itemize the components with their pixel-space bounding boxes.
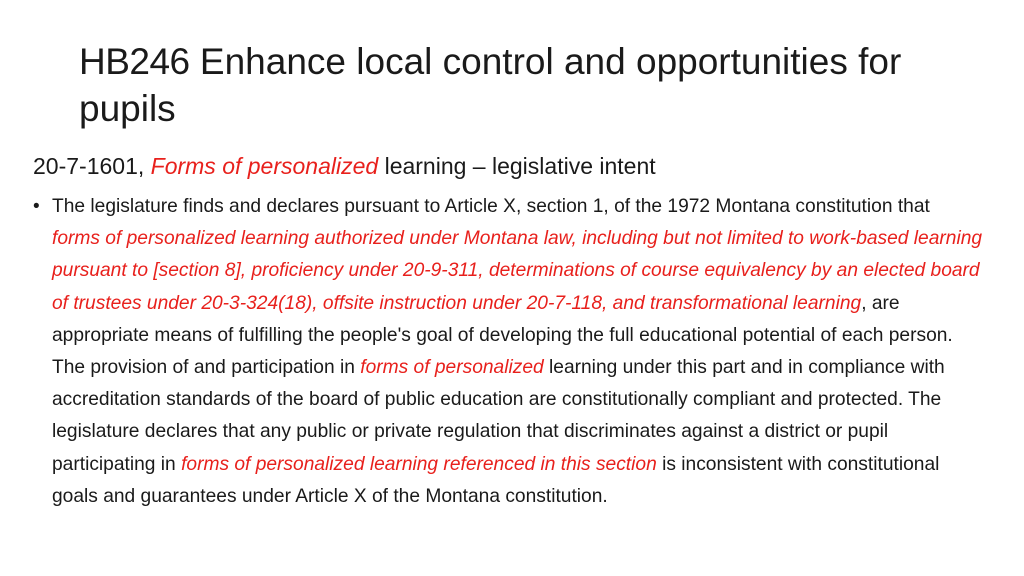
bullet-text-plain: , are appropriate means of fulfilling the people's goal of developing the full educational potential of each person. The provision of and participation in — [52, 292, 953, 379]
bullet-text-plain: learning under this part and in compliance with accreditation standards of the board of public education are constitutionally compliant and protected. The legislature declares that any public or private regulation that discriminates against a district or pupil participating in — [52, 357, 945, 475]
bullet-text — [52, 191, 983, 513]
bullet-marker: • — [33, 196, 40, 217]
section-heading-suffix: learning – legislative intent — [378, 153, 656, 179]
bill-code: HB246 — [79, 41, 190, 82]
bullet-item — [33, 191, 983, 513]
bullet-text-emphasis: forms of personalized learning referenced in this section — [181, 453, 657, 475]
bullet-text-plain: The legislature finds and declares pursuant to Article X, section 1, of the 1972 Montana constitution that — [52, 196, 930, 217]
section-emphasis: Forms of personalized — [150, 153, 379, 179]
section-heading — [33, 150, 993, 182]
bullet-text-emphasis: forms of personalized learning authorized under Montana law, including but not limited to work-based learning pursuant to [section 8], proficiency under 20-9-311, determinations of course equivalency by an elected board of trustees under 20-3-324(18), offsite instruction under 20-7-118, and transformational learning — [52, 228, 983, 314]
bullet-text-emphasis: forms of personalized — [360, 357, 544, 379]
slide-title — [79, 38, 979, 132]
section-number: 20-7-1601, — [33, 153, 151, 179]
bill-title-text: Enhance local control and opportunities for pupils — [79, 41, 902, 129]
bullet-list — [33, 191, 983, 513]
bullet-text-plain: is inconsistent with constitutional goals and guarantees under Article X of the Montana constitution. — [52, 453, 940, 507]
